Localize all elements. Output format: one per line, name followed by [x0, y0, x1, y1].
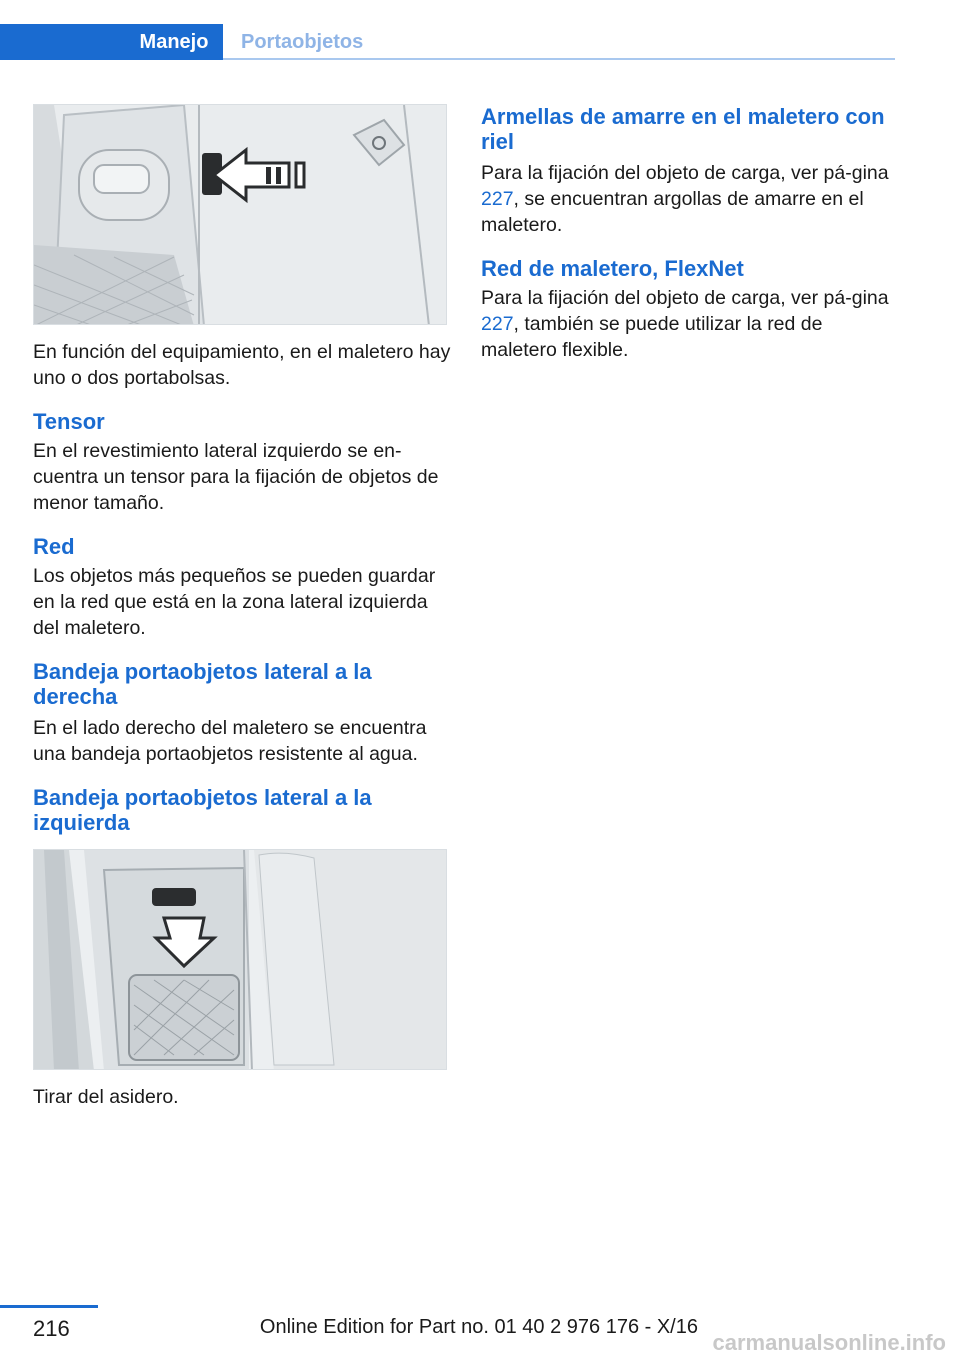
heading-tensor: Tensor: [33, 409, 105, 434]
flexnet-text-pre: Para la fijación del objeto de carga, ver pá-gina: [481, 287, 889, 309]
figure-trunk-hook: [33, 104, 447, 325]
paragraph-armellas: [481, 160, 895, 238]
paragraph-bandeja-derecha: En el lado derecho del maletero se encuentra una bandeja portaobjetos resistente al agua.: [33, 717, 427, 765]
edition-text: Online Edition for Part no. 01 40 2 976 176 - X/16: [259, 1316, 698, 1338]
flexnet-text-post: , también se puede utilizar la red de maletero flexible.: [481, 313, 823, 361]
figure-side-tray: [33, 849, 447, 1070]
trunk-hook-illustration: [34, 105, 447, 325]
side-tray-illustration: [34, 850, 447, 1070]
paragraph-flexnet: [481, 285, 895, 363]
intro-paragraph: En función del equipamiento, en el maletero hay uno o dos portabolsas.: [33, 341, 451, 389]
page-link-227-flexnet[interactable]: 227: [481, 313, 514, 335]
page-link-227-armellas[interactable]: 227: [481, 188, 514, 210]
armellas-text-pre: Para la fijación del objeto de carga, ver pá-gina: [481, 162, 889, 184]
header-tab-manejo[interactable]: Manejo: [125, 24, 223, 60]
paragraph-tensor: En el revestimiento lateral izquierdo se en-cuentra un tensor para la fijación de objetos de menor tamaño.: [33, 440, 439, 514]
header-bar-left: [0, 24, 125, 60]
heading-red: Red: [33, 534, 75, 559]
heading-flexnet: Red de maletero, FlexNet: [481, 256, 744, 281]
right-column: [481, 104, 895, 363]
header-tab-portaobjetos[interactable]: Portaobjetos: [223, 24, 895, 60]
heading-bandeja-derecha: Bandeja portaobjetos lateral a la derecha: [33, 659, 372, 709]
armellas-text-post: , se encuentran argollas de amarre en el maletero.: [481, 188, 864, 236]
heading-bandeja-izquierda: Bandeja portaobjetos lateral a la izquierda: [33, 785, 372, 835]
footer-accent-line: [0, 1305, 98, 1308]
paragraph-red: Los objetos más pequeños se pueden guardar en la red que está en la zona lateral izquierda del maletero.: [33, 565, 436, 639]
caption-side-tray: Tirar del asidero.: [33, 1086, 179, 1108]
watermark-text: carmanualsonline.info: [712, 1330, 946, 1355]
left-column: [33, 104, 451, 1110]
heading-armellas: Armellas de amarre en el maletero con riel: [481, 104, 885, 154]
page-number: 216: [33, 1316, 70, 1341]
